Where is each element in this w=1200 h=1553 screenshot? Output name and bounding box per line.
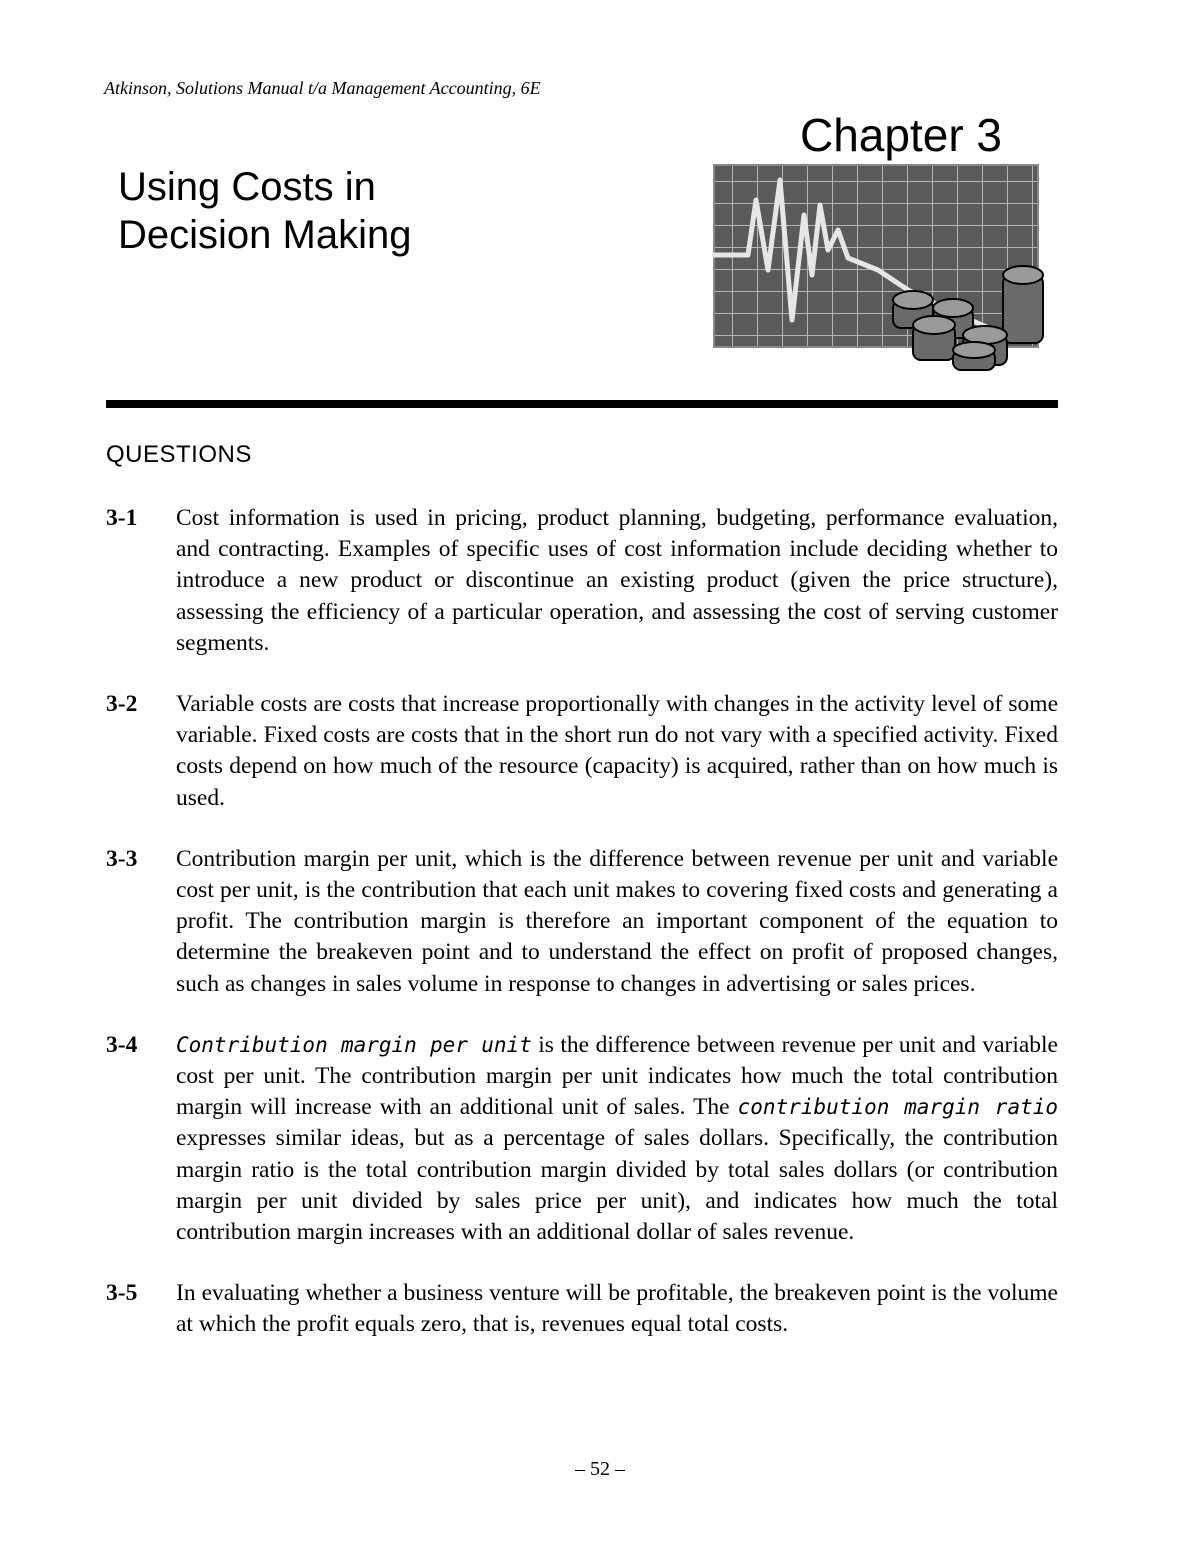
- question-number: 3-4: [106, 1031, 138, 1058]
- chapter-label: Chapter 3: [800, 109, 1003, 161]
- section-divider: [106, 400, 1058, 408]
- chapter-title-line-1: Using Costs in: [118, 165, 376, 209]
- question-answer: [176, 1030, 1058, 1248]
- answer-text-part-a: is the difference between revenue per unit and variable cost per unit. The contribution margin per unit indicates how much the total contribution margin will increase with an additional unit of sales. The: [176, 1031, 1058, 1121]
- page-number: – 52 –: [575, 1458, 625, 1480]
- question-item: [106, 689, 1058, 814]
- running-head: Atkinson, Solutions Manual t/a Management Accounting, 6E: [104, 78, 541, 98]
- question-item: [106, 844, 1058, 1000]
- term-contribution-margin-ratio: contribution margin ratio: [737, 1095, 1059, 1120]
- chapter-title-line-2: Decision Making: [118, 213, 412, 257]
- question-answer: Cost information is used in pricing, product planning, budgeting, performance evaluation, and contracting. Examples of specific uses of cost information include deciding whether to introduce a new product or discontinue an existing product (given the price structure), assessing the efficiency of a particular operation, and assessing the cost of serving customer segments.: [176, 505, 1058, 656]
- questions-list: [106, 503, 1058, 1371]
- question-number: 3-2: [106, 691, 138, 718]
- term-contribution-margin-per-unit: Contribution margin per unit: [176, 1032, 532, 1057]
- question-item: [106, 1030, 1058, 1248]
- question-item: [106, 1278, 1058, 1340]
- chart-grid: [714, 165, 1038, 347]
- question-answer: Variable costs are costs that increase proportionally with changes in the activity level of some variable. Fixed costs are costs that in the short run do not vary with a specified activity. Fixed costs depend on how much of the resource (capacity) is acquired, rather than on how much is used.: [176, 691, 1058, 811]
- question-answer: Contribution margin per unit, which is the difference between revenue per unit and variable cost per unit, is the contribution that each unit makes to covering fixed costs and generating a profit. The contribution margin is therefore an important component of the equation to determine the breakeven point and to understand the effect on profit of proposed changes, such as changes in sales volume in response to changes in advertising or sales prices.: [176, 845, 1058, 997]
- section-heading: QUESTIONS: [106, 441, 252, 468]
- chapter-title: [118, 163, 411, 259]
- question-answer: In evaluating whether a business venture will be profitable, the breakeven point is the volume at which the profit equals zero, that is, revenues equal total costs.: [176, 1280, 1058, 1338]
- chart-and-coins-illustration: [708, 160, 1058, 375]
- question-number: 3-3: [106, 845, 138, 872]
- question-number: 3-5: [106, 1280, 138, 1307]
- answer-text-part-b: expresses similar ideas, but as a percentage of sales dollars. Specifically, the contribution margin ratio is the total contribution margin divided by total sales dollars (or contribution margin per unit divided by sales price per unit), and indicates how much the total contribution margin increases with an additional dollar of sales revenue.: [176, 1125, 1058, 1246]
- question-item: [106, 503, 1058, 659]
- question-number: 3-1: [106, 505, 138, 531]
